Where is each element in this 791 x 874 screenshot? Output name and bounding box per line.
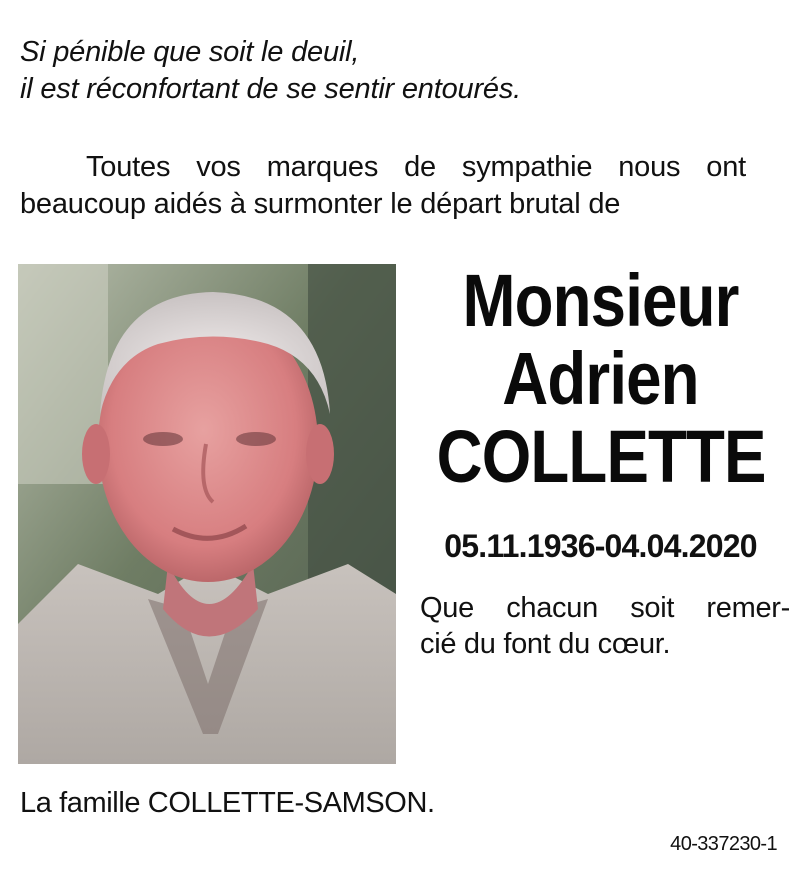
epigraph-line-1: Si pénible que soit le deuil,	[20, 36, 360, 68]
left-eye	[143, 432, 183, 446]
last-name: COLLETTE	[436, 415, 766, 498]
intro-line-1: Toutes vos marques de sympathie nous ont	[86, 151, 746, 183]
thanks-line-2: cié du font du cœur.	[420, 628, 671, 660]
notice-reference-number: 40-337230-1	[670, 833, 777, 855]
deceased-name-block	[410, 259, 791, 498]
portrait-illustration	[18, 264, 396, 764]
left-ear	[82, 424, 110, 484]
right-ear	[306, 424, 334, 484]
thanks-message	[420, 590, 790, 662]
honorific: Monsieur	[462, 259, 739, 342]
epigraph-line-2: il est réconfortant de se sentir entourés.	[20, 73, 521, 105]
epigraph	[20, 34, 760, 108]
life-dates: 05.11.1936-04.04.2020	[444, 528, 757, 564]
thanks-line-1: Que chacun soit remer-	[420, 592, 790, 624]
right-eye	[236, 432, 276, 446]
first-name: Adrien	[502, 337, 699, 420]
intro-line-2: beaucoup aidés à surmonter le départ brutal de	[20, 188, 621, 220]
family-signature: La famille COLLETTE-SAMSON.	[20, 787, 435, 819]
deceased-portrait-photo	[18, 264, 396, 764]
intro-paragraph	[20, 149, 746, 223]
